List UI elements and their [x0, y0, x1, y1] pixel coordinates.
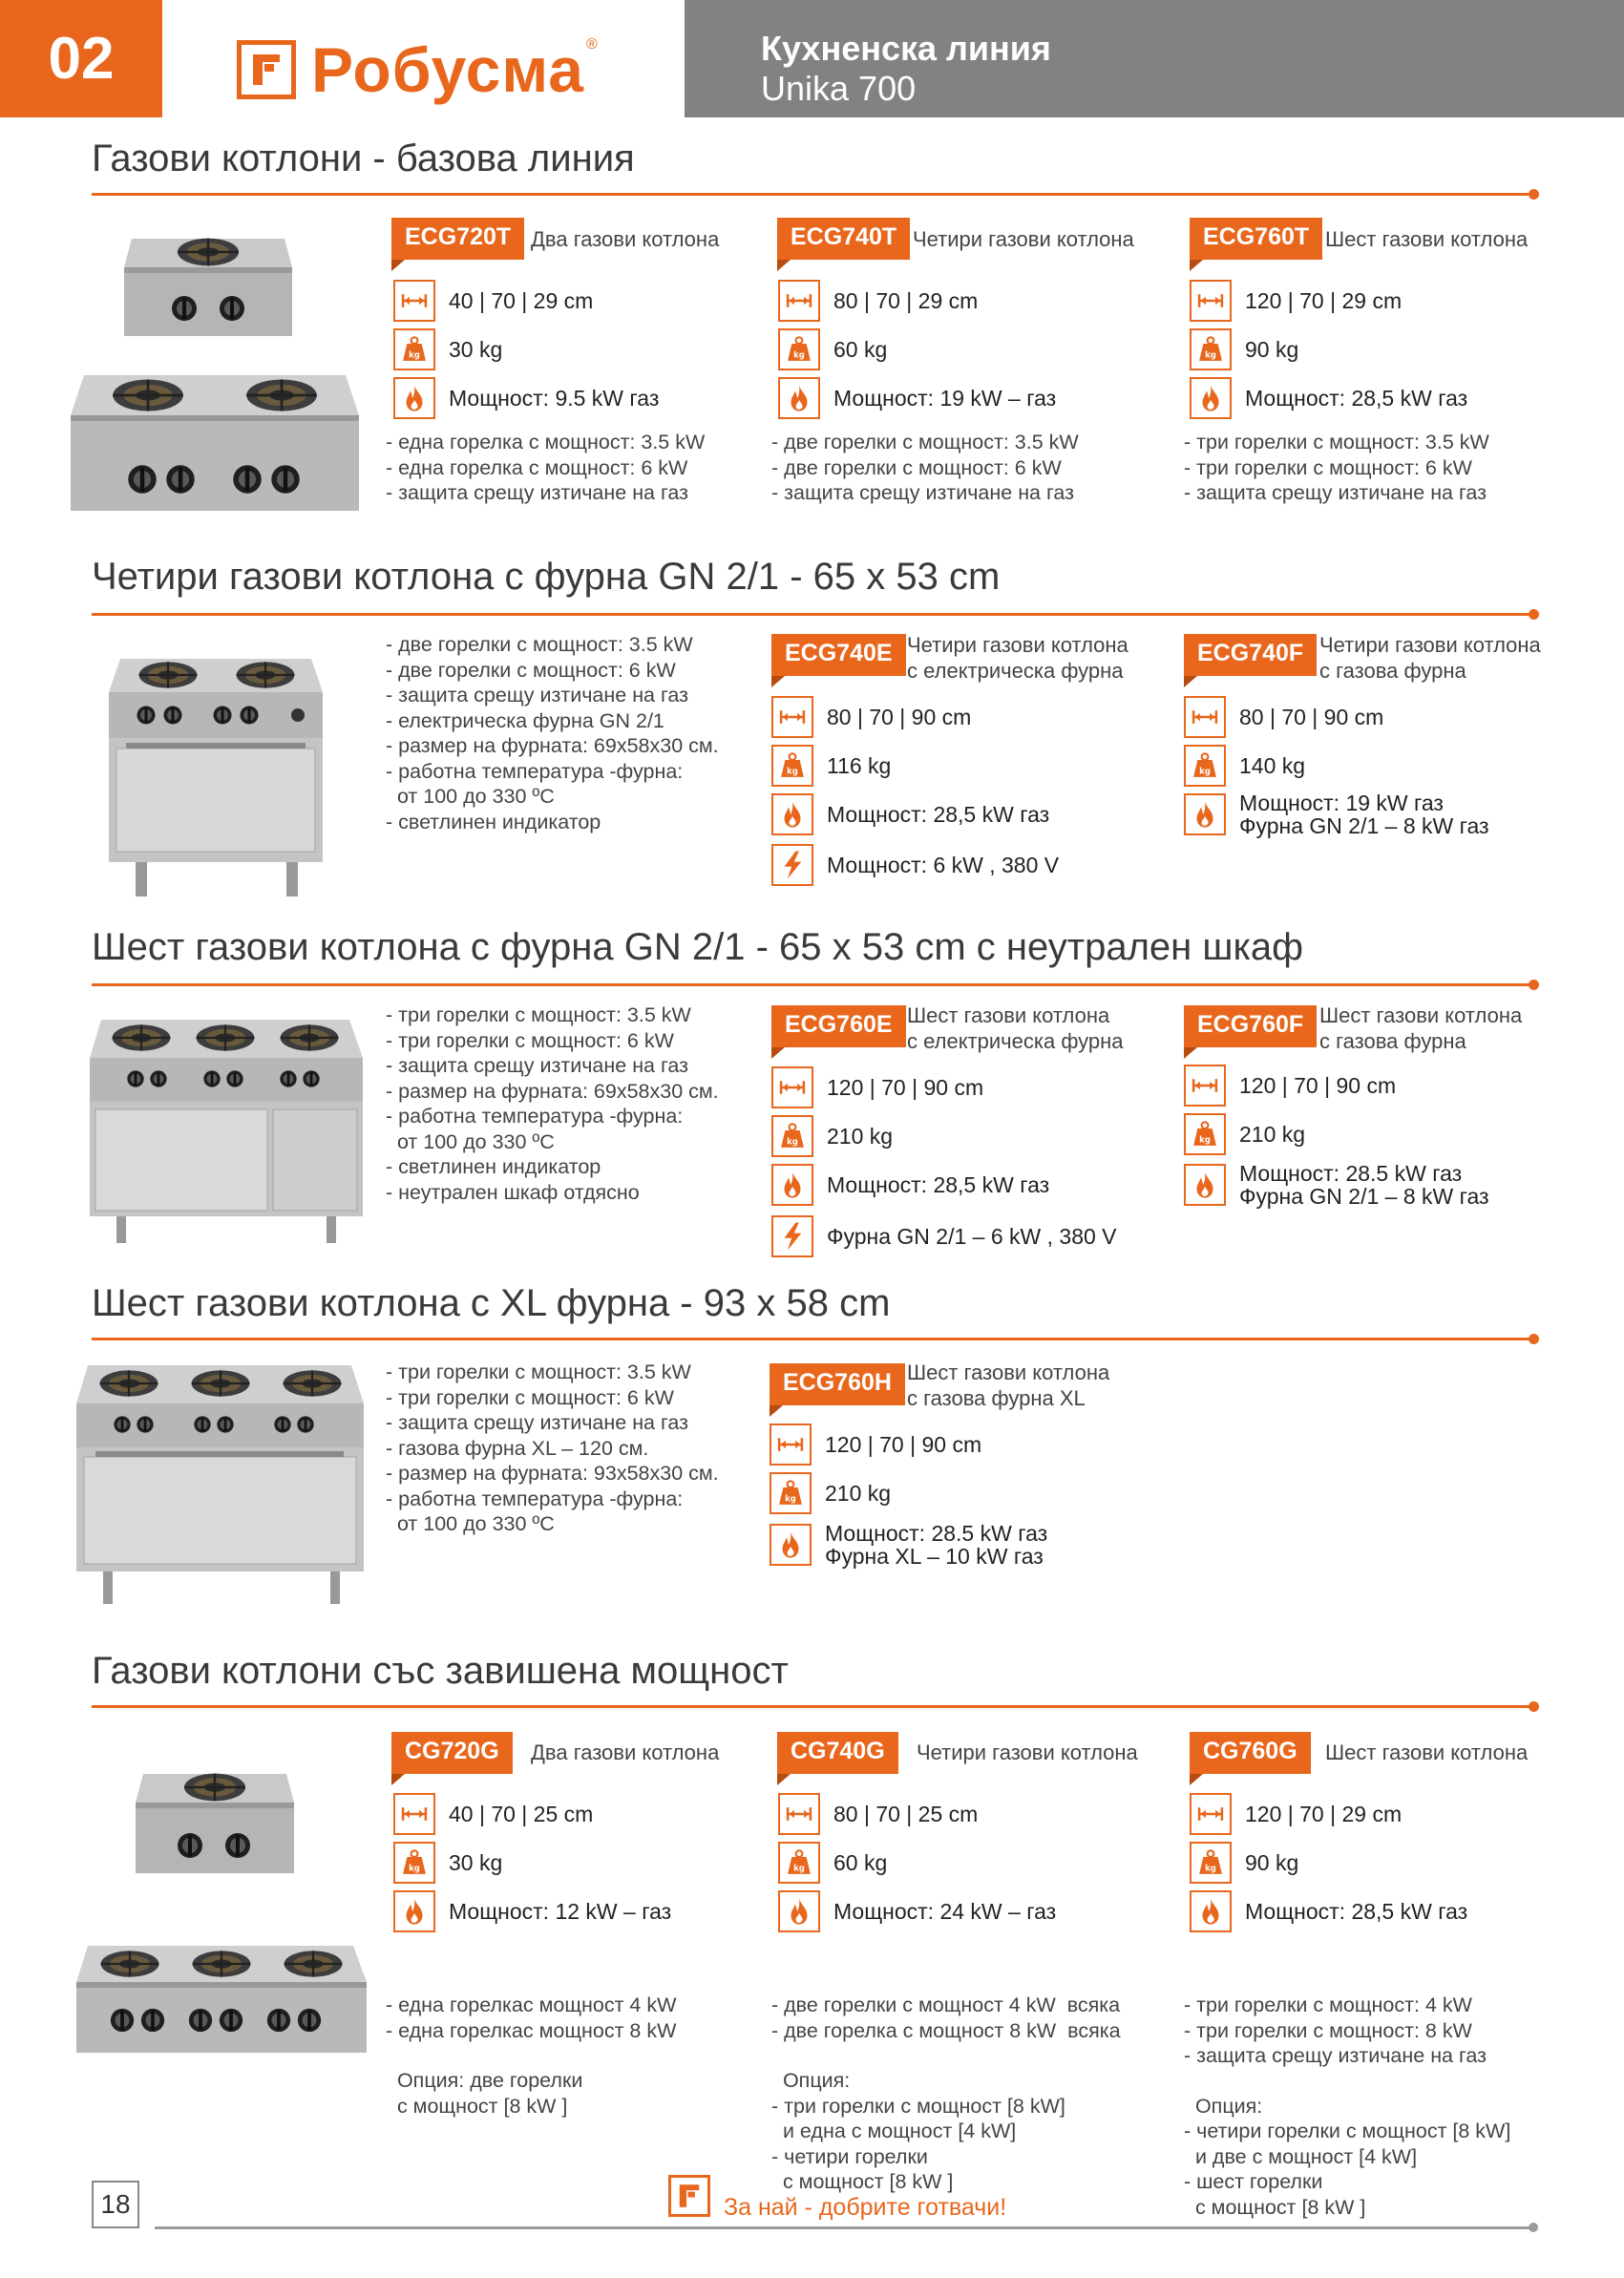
section-title: Шест газови котлона с XL фурна - 93 x 58 cm — [92, 1282, 891, 1324]
spec-dimensions: 120 | 70 | 29 cm — [1190, 1792, 1402, 1836]
flame-icon — [1184, 1164, 1226, 1206]
product-code-ecg740f: ECG740F — [1184, 634, 1317, 676]
feature-list: - три горелки с мощност: 3.5 kW - три горелки с мощност: 6 kW - защита срещу изтичане на газ - газова фурна XL – 120 см. - размер на фурната: 93x58x30 см. - работна температура -фурна: от 100 до 330 ºC — [386, 1360, 719, 1535]
weight-kg-icon — [778, 328, 820, 370]
spec-weight: 60 kg — [778, 327, 887, 371]
flame-icon — [1190, 1890, 1232, 1932]
weight-kg-icon — [1184, 745, 1226, 787]
spec-electric-power: Мощност: 6 kW , 380 V — [771, 843, 1059, 887]
section-title: Газови котлони със завишена мощност — [92, 1650, 789, 1692]
spec-dimensions: 120 | 70 | 90 cm — [770, 1423, 981, 1466]
feature-list: - една горелкас мощност 4 kW - една горелкас мощност 8 kW Опция: две горелки с мощност [8 kW ] — [386, 1993, 677, 2118]
spec-weight: 60 kg — [778, 1841, 887, 1885]
spec-dimensions: 40 | 70 | 29 cm — [393, 279, 593, 323]
product-desc: Четири газови котлона — [917, 1740, 1138, 1764]
spec-dimensions: 80 | 70 | 90 cm — [771, 695, 971, 739]
weight-kg-icon — [1190, 1842, 1232, 1884]
product-desc: Четири газови котлона с газова фурна — [1319, 633, 1541, 683]
spec-dimensions: 120 | 70 | 90 cm — [771, 1065, 983, 1109]
product-desc: Четири газови котлона — [913, 227, 1134, 251]
weight-kg-icon — [778, 1842, 820, 1884]
product-image-ecg720t — [122, 210, 294, 344]
spec-weight: 140 kg — [1184, 744, 1305, 788]
dimensions-icon — [771, 696, 813, 738]
product-image-cg720g — [134, 1749, 296, 1883]
spec-gas-power: Мощност: 28,5 kW газ — [1190, 376, 1467, 420]
line-subtitle: Unika 700 — [761, 69, 917, 108]
dimensions-icon — [771, 1066, 813, 1108]
spec-dimensions: 120 | 70 | 29 cm — [1190, 279, 1402, 323]
product-code-ecg760t: ECG760T — [1190, 218, 1322, 260]
product-desc: Шест газови котлона с електрическа фурна — [907, 1003, 1124, 1053]
feature-list: - една горелка с мощност: 3.5 kW - една горелка с мощност: 6 kW - защита срещу изтичане на газ — [386, 431, 706, 504]
spec-dimensions: 120 | 70 | 90 cm — [1184, 1064, 1396, 1107]
product-code-cg760g: CG760G — [1190, 1732, 1311, 1774]
spec-dimensions: 80 | 70 | 25 cm — [778, 1792, 978, 1836]
feature-list: - две горелки с мощност: 3.5 kW - две горелки с мощност: 6 kW - защита срещу изтичане на газ — [771, 431, 1079, 504]
product-desc: Шест газови котлона — [1325, 227, 1529, 251]
product-desc: Шест газови котлона с газова фурна — [1319, 1003, 1523, 1053]
spec-dimensions: 80 | 70 | 29 cm — [778, 279, 978, 323]
section-divider — [92, 1338, 1533, 1340]
dimensions-icon — [1190, 1793, 1232, 1835]
spec-gas-power: Мощност: 9.5 kW газ — [393, 376, 659, 420]
spec-weight: 30 kg — [393, 1841, 502, 1885]
product-desc: Шест газови котлона — [1325, 1740, 1529, 1764]
flame-icon — [770, 1524, 812, 1566]
dimensions-icon — [1184, 1065, 1226, 1107]
product-code-ecg740t: ECG740T — [777, 218, 910, 260]
section-title: Четири газови котлона с фурна GN 2/1 - 65 x 53 cm — [92, 556, 1001, 598]
feature-list: - три горелки с мощност: 3.5 kW - три горелки с мощност: 6 kW - защита срещу изтичане на газ - размер на фурната: 69x58x30 см. - работна температура -фурна: от 100 до 330 ºC - светлинен индикатор - неутрален шкаф отдясно — [386, 1003, 719, 1204]
dimensions-icon — [770, 1424, 812, 1466]
spec-dimensions: 80 | 70 | 90 cm — [1184, 695, 1383, 739]
lightning-icon — [771, 844, 813, 886]
footer-divider — [155, 2226, 1533, 2229]
product-code-ecg720t: ECG720T — [391, 218, 524, 260]
spec-gas-power: Мощност: 28,5 kW газ — [771, 792, 1049, 836]
section-divider — [92, 193, 1533, 196]
product-code-ecg760h: ECG760H — [770, 1363, 905, 1405]
dimensions-icon — [778, 280, 820, 322]
product-code-ecg760f: ECG760F — [1184, 1005, 1317, 1047]
weight-kg-icon — [393, 328, 435, 370]
flame-icon — [771, 1164, 813, 1206]
spec-weight: 210 kg — [1184, 1112, 1305, 1156]
dimensions-icon — [1184, 696, 1226, 738]
weight-kg-icon — [1190, 328, 1232, 370]
chapter-number: 02 — [0, 0, 162, 117]
spec-weight: 116 kg — [771, 744, 891, 788]
feature-list: - три горелки с мощност: 3.5 kW - три горелки с мощност: 6 kW - защита срещу изтичане на газ — [1184, 431, 1489, 504]
product-code-cg740g: CG740G — [777, 1732, 898, 1774]
spec-weight: 30 kg — [393, 327, 502, 371]
section-divider — [92, 983, 1533, 986]
spec-gas-power: Мощност: 12 kW – газ — [393, 1889, 671, 1933]
weight-kg-icon — [393, 1842, 435, 1884]
spec-weight: 90 kg — [1190, 1841, 1298, 1885]
spec-gas-power: Мощност: 28,5 kW газ — [771, 1163, 1049, 1207]
weight-kg-icon — [771, 1115, 813, 1157]
spec-gas-power: Мощност: 19 kW – газ — [778, 376, 1056, 420]
feature-list: - две горелки с мощност: 3.5 kW - две горелки с мощност: 6 kW - защита срещу изтичане на газ - електрическа фурна GN 2/1 - размер на фурната: 69x58x30 см. - работна температура -фурна: от 100 до 330 ºC - светлинен индикатор — [386, 633, 719, 833]
brand-logo — [237, 36, 598, 103]
weight-kg-icon — [771, 745, 813, 787]
flame-icon — [778, 377, 820, 419]
product-image-cg760g — [74, 1938, 369, 2062]
product-image-ecg760h — [74, 1356, 366, 1606]
spec-electric-power: Фурна GN 2/1 – 6 kW , 380 V — [771, 1214, 1117, 1258]
dimensions-icon — [778, 1793, 820, 1835]
weight-kg-icon — [770, 1472, 812, 1514]
footer-slogan: За най - добрите готвачи! — [724, 2194, 1007, 2221]
page-number: 18 — [92, 2181, 139, 2228]
registered-mark: ® — [586, 36, 598, 53]
section-divider — [92, 613, 1533, 616]
spec-gas-power: Мощност: 28.5 kW газ Фурна XL – 10 kW газ — [770, 1523, 1047, 1567]
brand-name: Робусма — [311, 34, 585, 105]
product-code-cg720g: CG720G — [391, 1732, 513, 1774]
spec-gas-power: Мощност: 28,5 kW газ — [1190, 1889, 1467, 1933]
feature-list: - две горелки с мощност 4 kW всяка - две горелка с мощност 8 kW всяка Опция: - три горелки с мощност [8 kW] и една с мощност [4 kW] - четири горелки с мощност [8 kW ] — [771, 1993, 1121, 2193]
flame-icon — [1184, 793, 1226, 835]
product-image-ecg760e — [88, 1010, 365, 1244]
spec-gas-power: Мощност: 24 kW – газ — [778, 1889, 1056, 1933]
dimensions-icon — [1190, 280, 1232, 322]
dimensions-icon — [393, 280, 435, 322]
feature-list: - три горелки с мощност: 4 kW - три горелки с мощност: 8 kW - защита срещу изтичане на газ Опция: - четири горелки с мощност [8 kW] и две с мощност [4 kW] - шест горелки с мощност [8 kW ] — [1184, 1993, 1511, 2219]
footer-logo-icon — [668, 2175, 710, 2217]
header-banner — [685, 0, 1624, 117]
flame-icon — [393, 1890, 435, 1932]
section-title: Газови котлони - базова линия — [92, 137, 635, 179]
product-desc: Шест газови котлона с газова фурна XL — [907, 1360, 1110, 1410]
product-desc: Два газови котлона — [531, 227, 720, 251]
product-image-ecg740t — [69, 368, 361, 520]
lightning-icon — [771, 1215, 813, 1257]
product-desc: Четири газови котлона с електрическа фурна — [907, 633, 1128, 683]
brand-logo-icon — [237, 40, 296, 99]
weight-kg-icon — [1184, 1113, 1226, 1155]
spec-dimensions: 40 | 70 | 25 cm — [393, 1792, 593, 1836]
product-code-ecg740e: ECG740E — [771, 634, 906, 676]
spec-weight: 210 kg — [771, 1114, 893, 1158]
flame-icon — [778, 1890, 820, 1932]
flame-icon — [771, 793, 813, 835]
product-desc: Два газови котлона — [531, 1740, 720, 1764]
spec-gas-power: Мощност: 19 kW газ Фурна GN 2/1 – 8 kW газ — [1184, 792, 1489, 836]
spec-weight: 210 kg — [770, 1471, 891, 1515]
spec-gas-power: Мощност: 28.5 kW газ Фурна GN 2/1 – 8 kW газ — [1184, 1163, 1489, 1207]
flame-icon — [1190, 377, 1232, 419]
product-code-ecg760e: ECG760E — [771, 1005, 906, 1047]
section-divider — [92, 1705, 1533, 1708]
dimensions-icon — [393, 1793, 435, 1835]
product-image-ecg740e — [107, 649, 327, 897]
line-title: Кухненска линия — [761, 29, 1051, 68]
flame-icon — [393, 377, 435, 419]
section-title: Шест газови котлона с фурна GN 2/1 - 65 x 53 cm с неутрален шкаф — [92, 926, 1304, 968]
spec-weight: 90 kg — [1190, 327, 1298, 371]
